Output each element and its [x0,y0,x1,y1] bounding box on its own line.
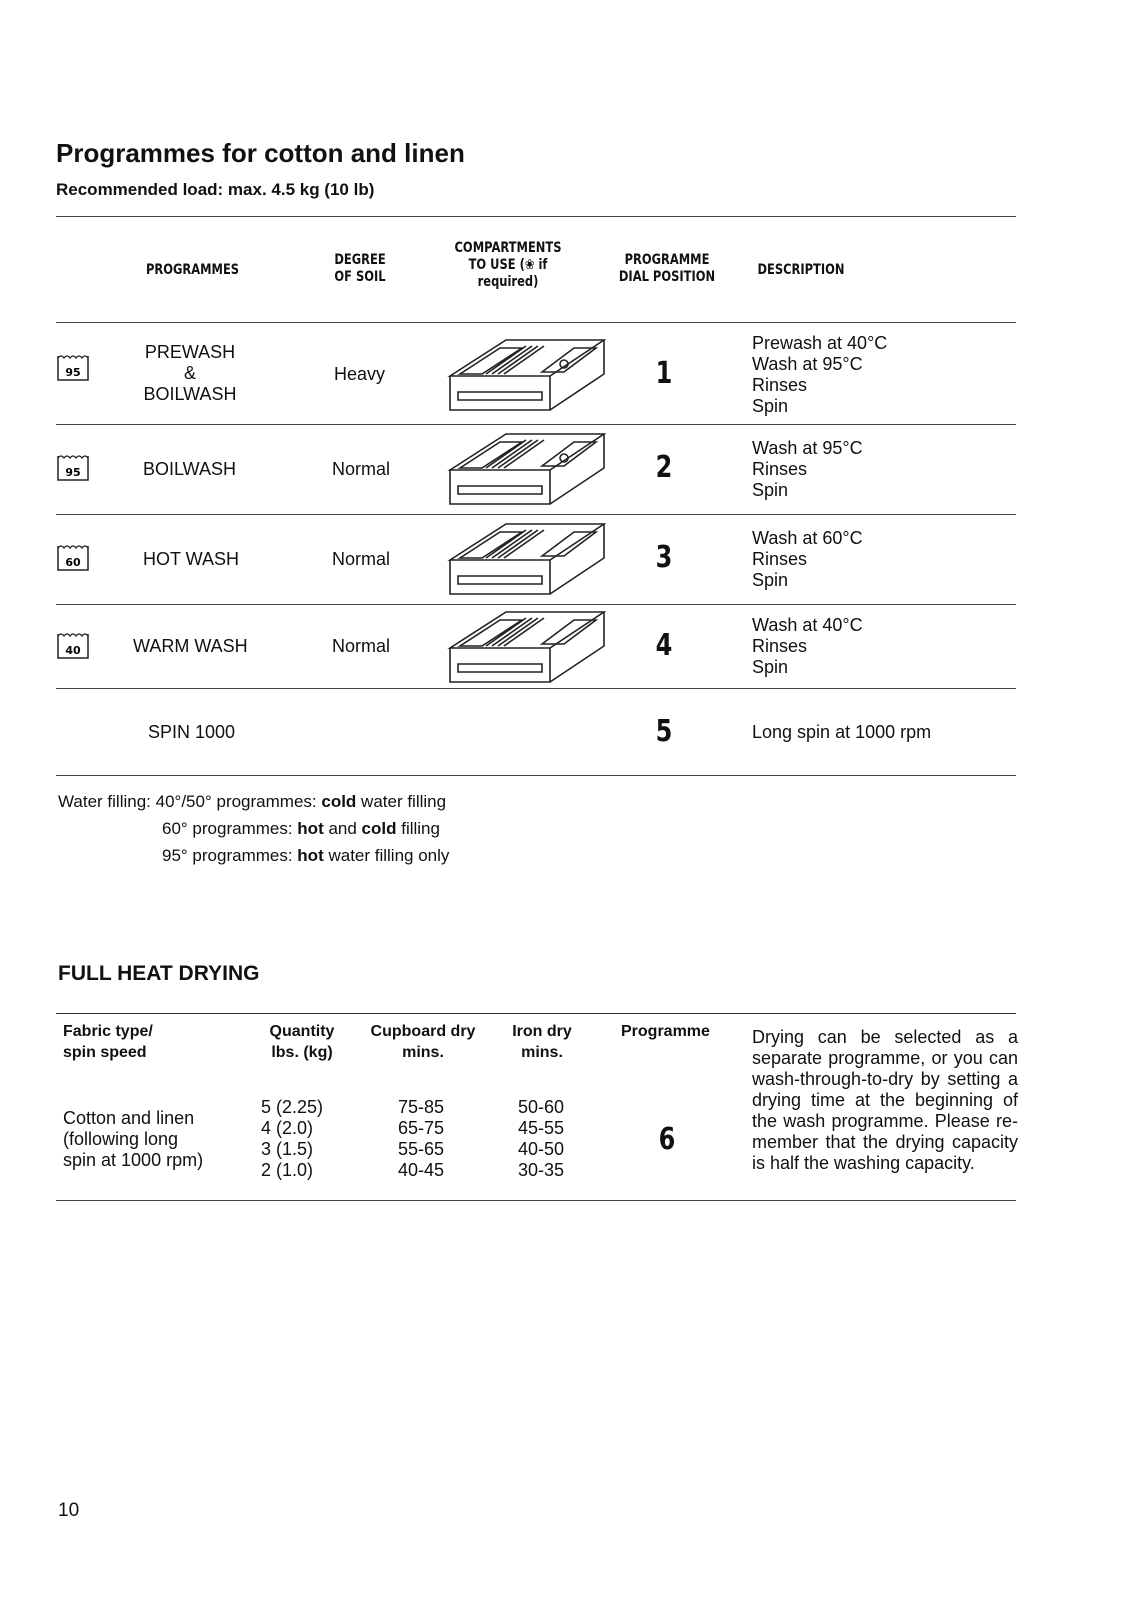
drying-section-title: FULL HEAT DRYING [58,962,260,985]
dial-position: 3 [655,540,673,575]
iron-dry-values: 50-60 45-55 40-50 30-35 [518,1097,565,1180]
recommended-load: Recommended load: max. 4.5 kg (10 lb) [56,180,375,199]
header-programmes: PROGRAMMES [145,262,240,278]
header-cupboard-dry: Cupboard dry mins. [370,1023,476,1061]
detergent-drawer-icon [446,428,606,506]
svg-text:40: 40 [65,644,81,657]
programme-name: WARM WASH [133,636,248,656]
drying-top-rule [56,1013,1016,1014]
wash-tub-icon [56,542,90,572]
row-divider [56,514,1016,515]
dial-position: 4 [655,628,673,663]
header-quantity: Quantity lbs. (kg) [269,1023,335,1061]
row-divider [56,424,1016,425]
programme-description: Wash at 95°C Rinses Spin [752,438,863,500]
header-dial-position: PROGRAMME DIAL POSITION [618,252,716,285]
soil-degree: Normal [332,549,391,569]
page-title: Programmes for cotton and linen [56,138,465,168]
programme-description: Long spin at 1000 rpm [752,722,932,742]
header-iron-dry: Iron dry mins. [512,1023,572,1061]
programme-description: Wash at 60°C Rinses Spin [752,528,863,590]
quantity-values: 5 (2.25) 4 (2.0) 3 (1.5) 2 (1.0) [261,1097,324,1180]
header-fabric-type: Fabric type/ spin speed [63,1023,153,1061]
wash-tub-icon [56,630,90,660]
programme-name: HOT WASH [143,549,240,569]
fabric-softener-icon: ❀ [524,257,535,273]
programme-name: SPIN 1000 [148,722,236,742]
detergent-drawer-icon [446,518,606,596]
cupboard-dry-values: 75-85 65-75 55-65 40-45 [398,1097,445,1180]
drying-programme-number: 6 [658,1122,676,1157]
programme-name: BOILWASH [143,459,237,479]
header-rule [56,322,1016,323]
header-description: DESCRIPTION [757,262,845,278]
table-top-rule [56,216,1016,217]
dial-position: 5 [655,714,673,749]
detergent-drawer-icon [446,334,606,412]
header-compartments: COMPARTMENTS TO USE (❀ if required) [454,240,562,290]
header-soil: DEGREE OF SOIL [334,252,386,285]
wash-tub-icon [56,452,90,482]
dial-position: 1 [655,356,673,391]
svg-text:60: 60 [65,556,81,569]
svg-text:95: 95 [65,366,81,379]
programme-description: Prewash at 40°C Wash at 95°C Rinses Spin [752,333,888,416]
row-divider [56,688,1016,689]
soil-degree: Normal [332,636,391,656]
drying-description: Drying can be selected as a separate programme, or you can wash-through-to-dry by setting a drying time at the beginning of the wash programme. Please re- member that the drying capacity is half the washing capacity. [752,1027,1018,1173]
table-bottom-rule [56,775,1016,776]
programme-name: PREWASH & BOILWASH [143,342,237,404]
wash-tub-icon [56,352,90,382]
water-filling-line-2: 60° programmes: hot and cold filling [162,819,440,838]
header-programme: Programme [621,1023,710,1040]
dial-position: 2 [655,450,673,485]
water-filling-line-1: Water filling: 40°/50° programmes: cold water filling [58,792,447,811]
row-divider [56,604,1016,605]
drying-bottom-rule [56,1200,1016,1201]
detergent-drawer-icon [446,606,606,684]
programme-description: Wash at 40°C Rinses Spin [752,615,863,677]
soil-degree: Heavy [334,364,386,384]
page-number: 10 [58,1500,80,1521]
soil-degree: Normal [332,459,391,479]
svg-text:95: 95 [65,466,81,479]
fabric-type: Cotton and linen (following long spin at 1000 rpm) [63,1108,204,1170]
water-filling-line-3: 95° programmes: hot water filling only [162,846,450,865]
